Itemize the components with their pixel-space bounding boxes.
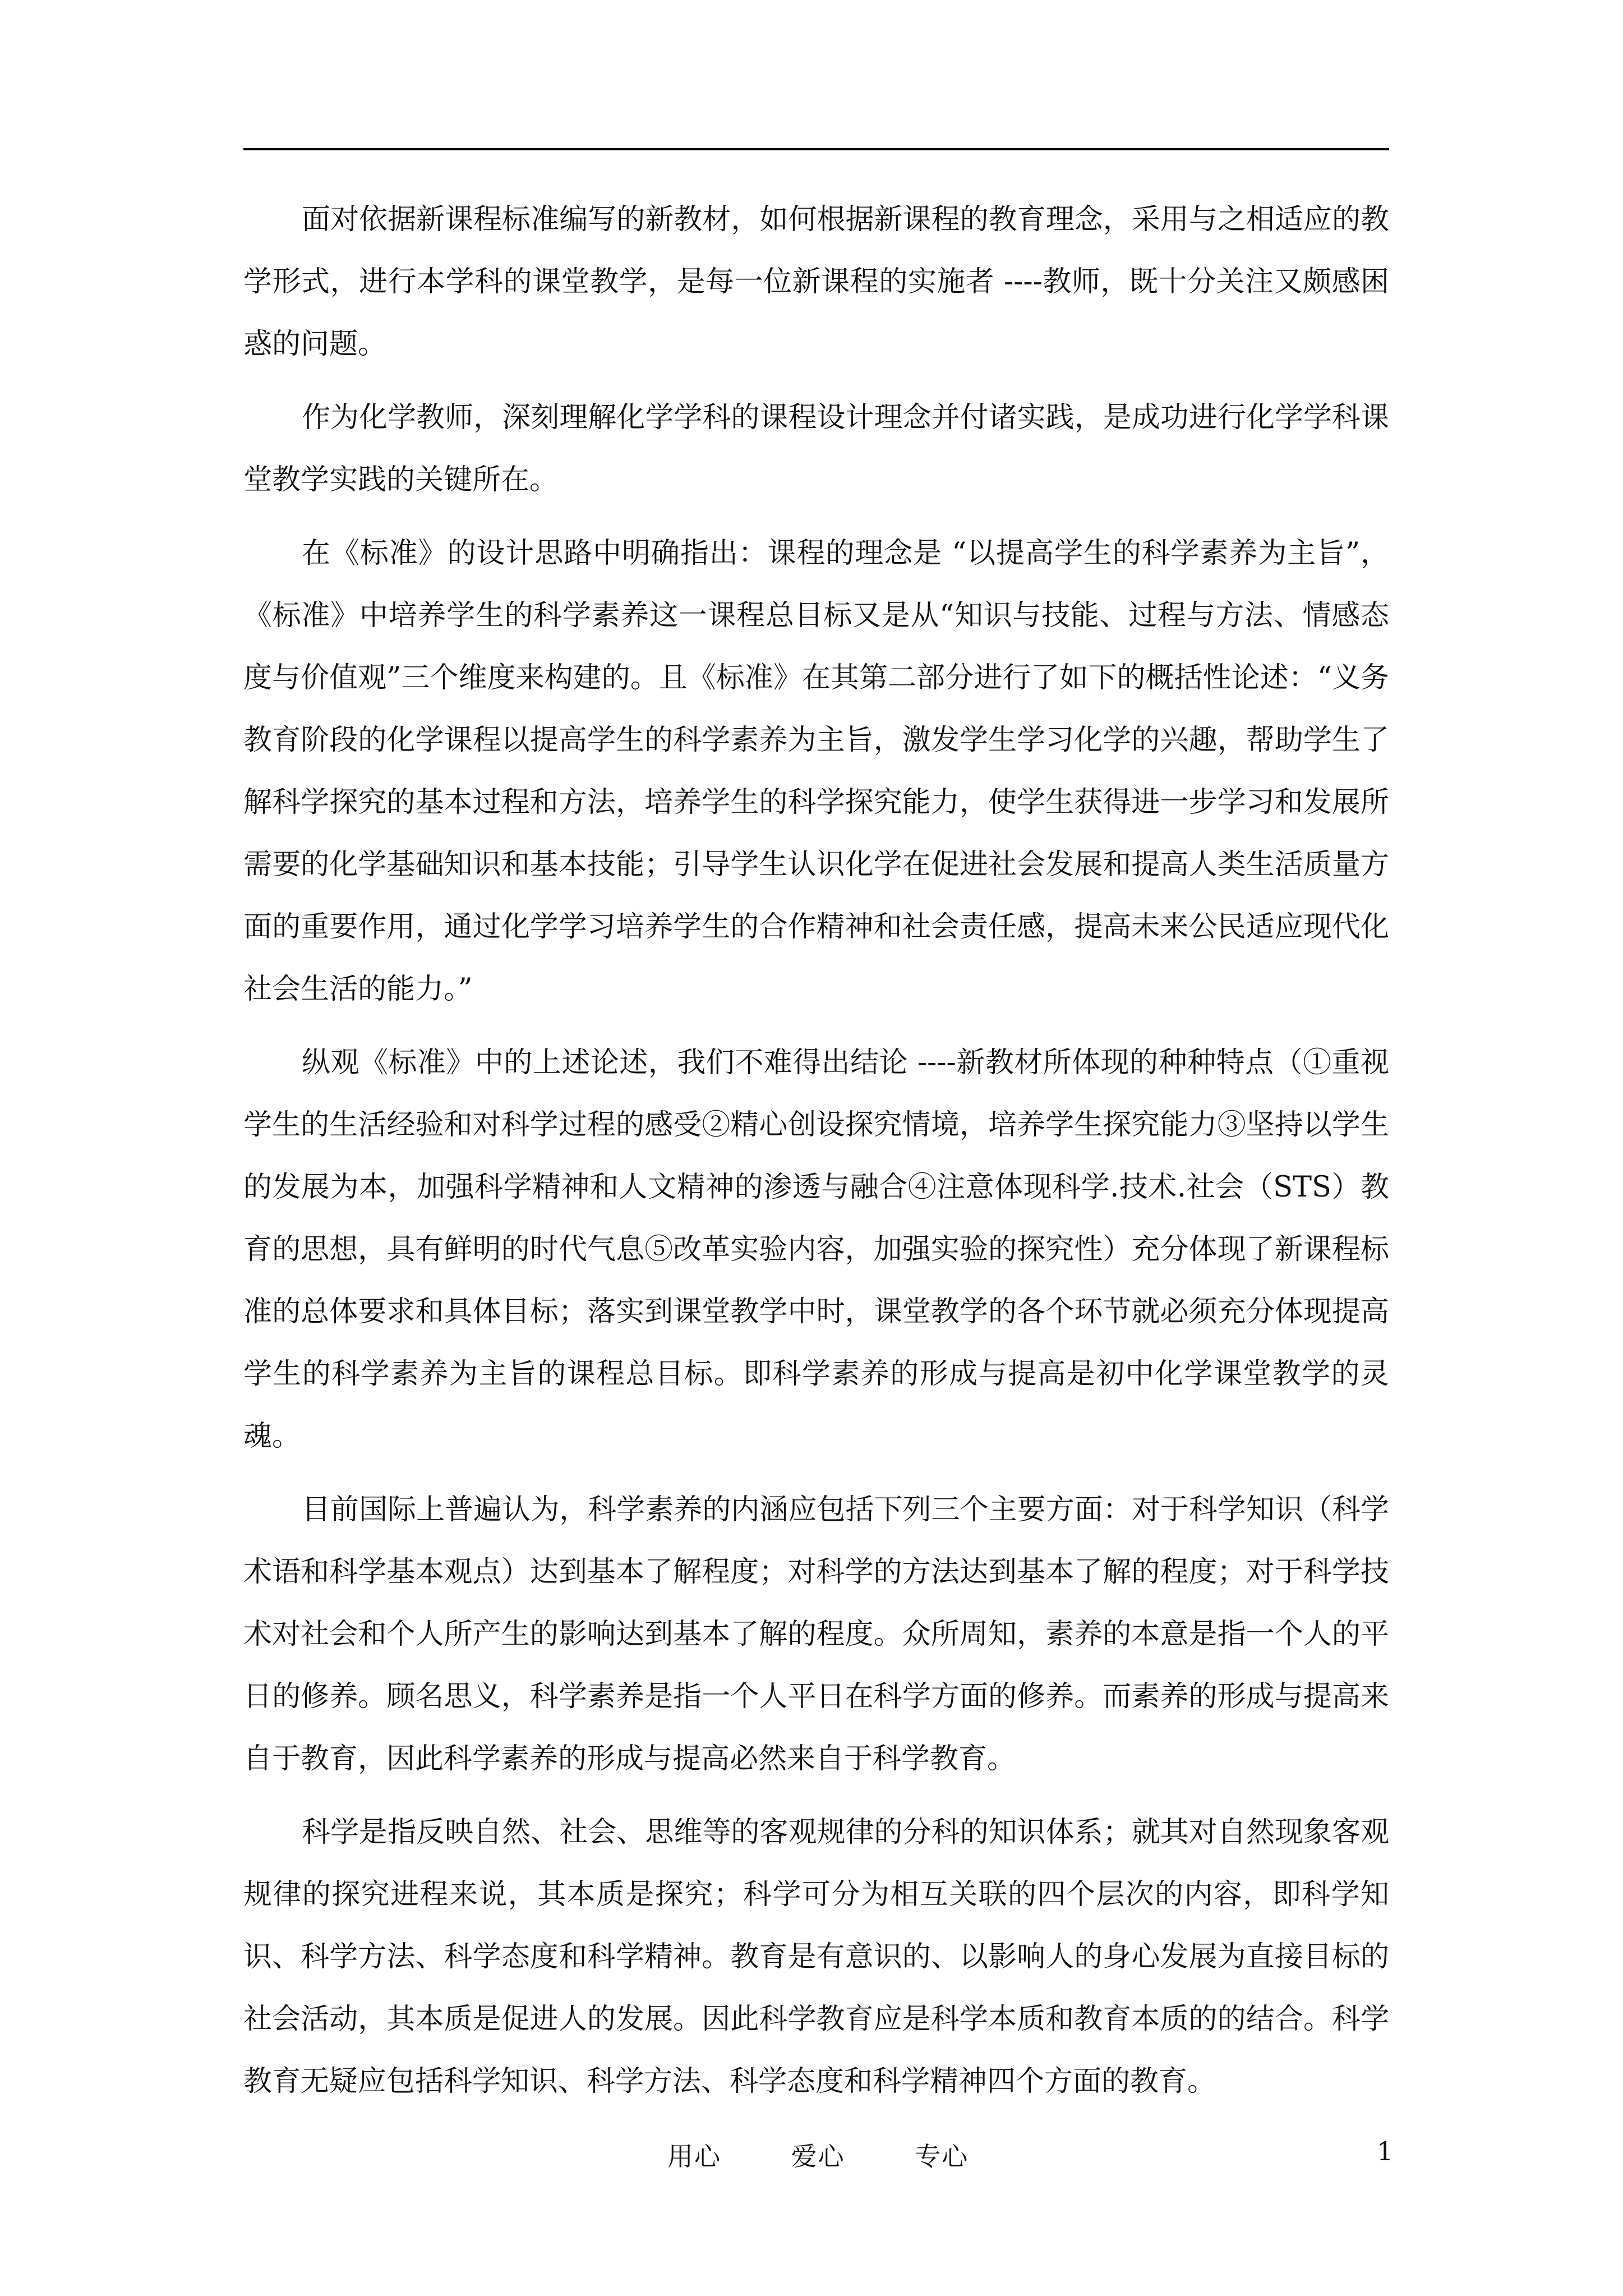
paragraph-1: 面对依据新课程标准编写的新教材，如何根据新课程的教育理念，采用与之相适应的教学形式，进行本学科的课堂教学，是每一位新课程的实施者 ----教师，既十分关注又颇感困惑的问题。 <box>243 203 1389 361</box>
footer-slogan <box>667 2136 1029 2173</box>
paragraph-6: 科学是指反映自然、社会、思维等的客观规律的分科的知识体系；就其对自然现象客观规律的探究进程来说，其本质是探究；科学可分为相互关联的四个层次的内容，即科学知识、科学方法、科学态度和科学精神。教育是有意识的、以影响人的身心发展为直接目标的社会活动，其本质是促进人的发展。因此科学教育应是科学本质和教育本质的的结合。科学教育无疑应包括科学知识、科学方法、科学态度和科学精神四个方面的教育。 <box>243 1816 1389 2098</box>
paragraph-4: 纵观《标准》中的上述论述，我们不难得出结论 ----新教材所体现的种种特点（①重视学生的生活经验和对科学过程的感受②精心创设探究情境，培养学生探究能力③坚持以学生的发展为本，加强科学精神和人文精神的渗透与融合④注意体现科学.技术.社会（STS）教育的思想，具有鲜明的时代气息⑤改革实验内容，加强实验的探究性）充分体现了新课程标准的总体要求和具体目标；落实到课堂教学中时，课堂教学的各个环节就必须充分体现提高学生的科学素养为主旨的课程总目标。即科学素养的形成与提高是初中化学课堂教学的灵魂。 <box>243 1046 1389 1453</box>
header-rule <box>243 148 1389 150</box>
paragraph-5: 目前国际上普遍认为，科学素养的内涵应包括下列三个主要方面：对于科学知识（科学术语和科学基本观点）达到基本了解程度；对科学的方法达到基本了解的程度；对于科学技术对社会和个人所产生的影响达到基本了解的程度。众所周知，素养的本意是指一个人的平日的修养。顾名思义，科学素养是指一个人平日在科学方面的修养。而素养的形成与提高来自于教育，因此科学素养的形成与提高必然来自于科学教育。 <box>243 1493 1389 1775</box>
body-text <box>243 188 1389 2124</box>
footer-slogan-word: 用心 <box>667 2141 721 2171</box>
page-footer <box>0 2136 1623 2181</box>
paragraph-3: 在《标准》的设计思路中明确指出：课程的理念是 “以提高学生的科学素养为主旨”，《标准》中培养学生的科学素养这一课程总目标又是从“知识与技能、过程与方法、情感态度与价值观”三个维度来构建的。且《标准》在其第二部分进行了如下的概括性论述：“义务教育阶段的化学课程以提高学生的科学素养为主旨，激发学生学习化学的兴趣，帮助学生了解科学探究的基本过程和方法，培养学生的科学探究能力，使学生获得进一步学习和发展所需要的化学基础知识和基本技能；引导学生认识化学在促进社会发展和提高人类生活质量方面的重要作用，通过化学学习培养学生的合作精神和社会责任感，提高未来公民适应现代化社会生活的能力。” <box>243 537 1389 1006</box>
page-number: 1 <box>1377 2136 1394 2166</box>
footer-slogan-word: 专心 <box>915 2141 969 2171</box>
paragraph-2: 作为化学教师，深刻理解化学学科的课程设计理念并付诸实践，是成功进行化学学科课堂教学实践的关键所在。 <box>243 401 1389 496</box>
footer-slogan-word: 爱心 <box>791 2141 845 2171</box>
